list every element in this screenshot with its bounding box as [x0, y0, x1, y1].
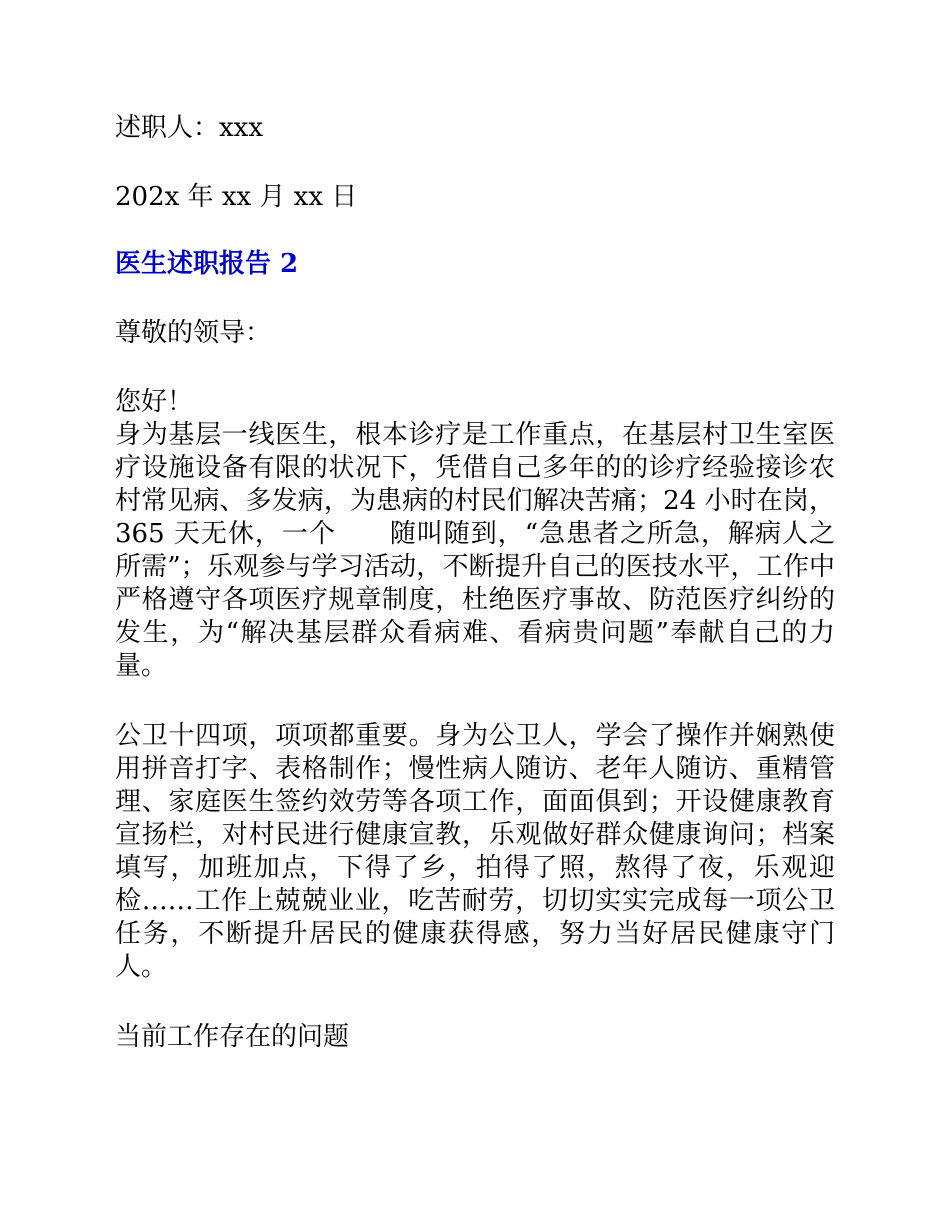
greeting: 您好！	[115, 387, 194, 417]
document-page	[115, 112, 835, 1054]
report-heading: 医生述职报告 2	[115, 249, 299, 279]
date-line: 202x 年 xx 月 xx 日	[115, 182, 358, 212]
paragraph-clinical-work: 身为基层一线医生，根本诊疗是工作重点，在基层村卫生室医疗设施设备有限的状况下，凭借自己多年的的诊疗经验接诊农村常见病、多发病，为患病的村民们解决苦痛；24 小时在岗，365 天无休，一个 随叫随到，“急患者之所急，解病人之所需”；乐观参与学习活动，不断提升自己的医技水平，工作中严格遵守各项医疗规章制度，杜绝医疗事故、防范医疗纠纷的发生，为“解决基层群众看病难、看病贵问题”奉献自己的力量。	[115, 420, 835, 681]
paragraph-public-health: 公卫十四项，项项都重要。身为公卫人，学会了操作并娴熟使用拼音打字、表格制作；慢性病人随访、老年人随访、重精管理、家庭医生签约效劳等各项工作，面面俱到；开设健康教育宣扬栏，对村民进行健康宣教，乐观做好群众健康询问；档案填写，加班加点，下得了乡，拍得了照，熬得了夜，乐观迎检……工作上兢兢业业，吃苦耐劳，切切实实完成每一项公卫任务，不断提升居民的健康获得感，努力当好居民健康守门人。	[115, 721, 835, 982]
salutation: 尊敬的领导：	[115, 318, 272, 348]
reporter-line: 述职人：xxx	[115, 113, 263, 143]
section-subheading: 当前工作存在的问题	[115, 1022, 350, 1052]
